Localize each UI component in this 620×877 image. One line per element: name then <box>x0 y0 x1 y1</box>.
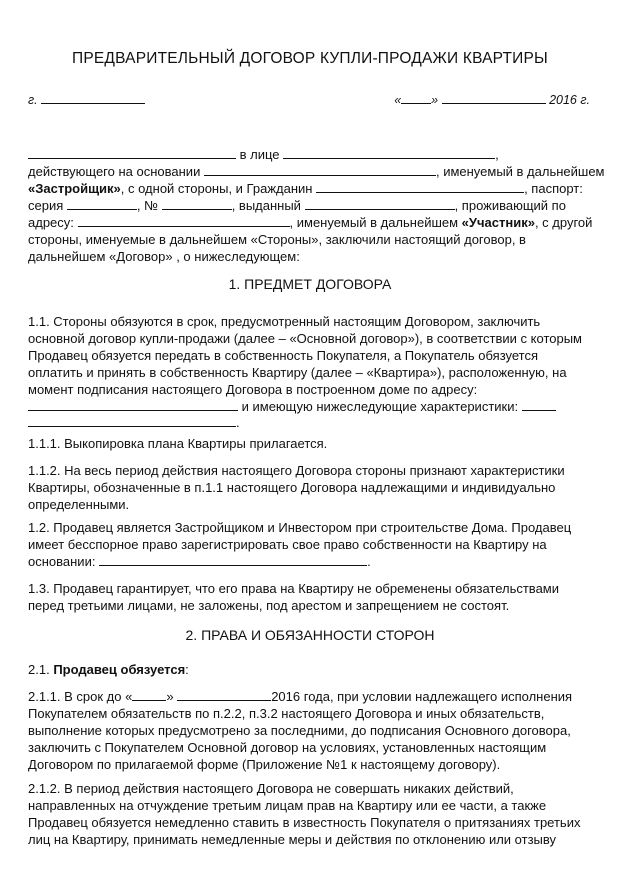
p1-2-line: имеет бесспорное право зарегистрировать свое право собственности на Квартиру на <box>28 537 547 552</box>
year-text: 2016 г. <box>549 93 590 107</box>
section-2-title: 2. ПРАВА И ОБЯЗАННОСТИ СТОРОН <box>185 627 435 643</box>
p1-1-line: момент подписания настоящего Договора в построенном доме по адресу: <box>28 382 478 397</box>
p1-2-basis-line: основании: . <box>28 554 371 569</box>
p1-1-1: 1.1.1. Выкопировка плана Квартиры прилагается. <box>28 436 328 451</box>
address-blank[interactable] <box>78 215 290 227</box>
parties-line-2: действующего на основании , именуемый в дальнейшем <box>28 164 605 179</box>
city-blank[interactable] <box>41 92 145 104</box>
document-title: ПРЕДВАРИТЕЛЬНЫЙ ДОГОВОР КУПЛИ-ПРОДАЖИ КВАРТИРЫ <box>72 50 548 67</box>
p2-1-2-line: лиц на Квартиру, принимать немедленные меры и действия по отклонению или отзыву <box>28 832 556 847</box>
p1-1-line: 1.1. Стороны обязуются в срок, предусмотренный настоящим Договором, заключить <box>28 314 541 329</box>
p2-1-heading: 2.1. Продавец обязуется: <box>28 662 189 677</box>
p2-1-2-line: направленных на отчуждение третьим лицам прав на Квартиру или ее части, а также <box>28 798 547 813</box>
parties-line-3: «Застройщик», с одной стороны, и Гражданин , паспорт: <box>28 181 583 196</box>
place-prefix: г. <box>28 93 38 107</box>
p1-2-line: 1.2. Продавец является Застройщиком и Инвестором при строительстве Дома. Продавец <box>28 520 572 535</box>
issued-by-blank[interactable] <box>305 198 455 210</box>
p1-1-line-address: и имеющую нижеследующие характеристики: <box>28 398 594 415</box>
parties-line-7: дальнейшем «Договор» , о нижеследующем: <box>28 249 300 264</box>
p1-1-line: Продавец обязуется передать в собственность Покупателя, а Покупатель обязуется <box>28 348 539 363</box>
seller-obliged-label: Продавец обязуется <box>53 662 186 677</box>
deadline-month-blank[interactable] <box>177 689 271 701</box>
p1-1-line: оплатить и принять в собственность Квартиру (далее – «Квартира»), расположенную, на <box>28 365 567 380</box>
basis-blank[interactable] <box>204 164 436 176</box>
deadline-day-blank[interactable] <box>132 689 166 701</box>
parties-line-6: стороны, именуемые в дальнейшем «Стороны», заключили настоящий договор, в <box>28 232 526 247</box>
p1-3-line: 1.3. Продавец гарантирует, что его права на Квартиру не обременены обязательствами <box>28 581 559 596</box>
p1-1-2-line: определенными. <box>28 497 130 512</box>
p2-1-1-line: Договором по прилагаемой форме (Приложение №1 к настоящему договору). <box>28 757 501 772</box>
month-blank[interactable] <box>442 92 546 104</box>
characteristics-blank-2[interactable] <box>28 415 236 427</box>
p2-1-2-line: 2.1.2. В период действия настоящего Договора не совершать никаких действий, <box>28 781 514 796</box>
p1-3-line: перед третьими лицами, не заложены, под арестом и запрещением не состоят. <box>28 598 510 613</box>
participant-label: «Участник» <box>461 215 535 230</box>
section-1-title: 1. ПРЕДМЕТ ДОГОВОРА <box>228 276 392 292</box>
ownership-basis-blank[interactable] <box>99 554 367 566</box>
company-blank[interactable] <box>28 147 236 159</box>
passport-series-blank[interactable] <box>67 198 137 210</box>
p2-1-1-line: выполнение которых предусмотрено за последними, до подписания Основного договора, <box>28 723 571 738</box>
p1-1-2-line: Квартиры, обозначенные в п.1.1 настоящего Договора надлежащими и индивидуально <box>28 480 556 495</box>
property-address-blank[interactable] <box>28 399 238 411</box>
day-blank[interactable] <box>401 92 431 104</box>
parties-line-1: в лице , <box>28 146 594 163</box>
characteristics-blank-1[interactable] <box>522 399 556 411</box>
representative-blank[interactable] <box>283 147 495 159</box>
developer-label: «Застройщик» <box>28 181 121 196</box>
p1-1-line-blank: . <box>28 414 594 431</box>
parties-line-5: адресу: , именуемый в дальнейшем «Участник», с другой <box>28 215 593 230</box>
p1-1-2-line: 1.1.2. На весь период действия настоящего Договора стороны признают характеристики <box>28 463 565 478</box>
p2-1-1-line: Покупателем обязательств по п.2.2, п.3.2 настоящего Договора и иных обязательств, <box>28 706 545 721</box>
citizen-name-blank[interactable] <box>316 181 524 193</box>
parties-line-4: серия , № , выданный , проживающий по <box>28 198 566 213</box>
p2-1-1-first-line: 2.1.1. В срок до « » 2016 года, при условии надлежащего исполнения <box>28 689 573 704</box>
p1-1-line: основной договор купли-продажи (далее – «Основной договор»), в соответствии с которым <box>28 331 582 346</box>
date-line: « » 2016 г. <box>394 93 590 107</box>
p2-1-1-line: заключить с Покупателем Основной договор на условиях, установленных настоящим <box>28 740 547 755</box>
p2-1-2-line: Продавец обязуется немедленно ставить в известность Покупателя о притязаниях третьих <box>28 815 581 830</box>
passport-number-blank[interactable] <box>162 198 232 210</box>
